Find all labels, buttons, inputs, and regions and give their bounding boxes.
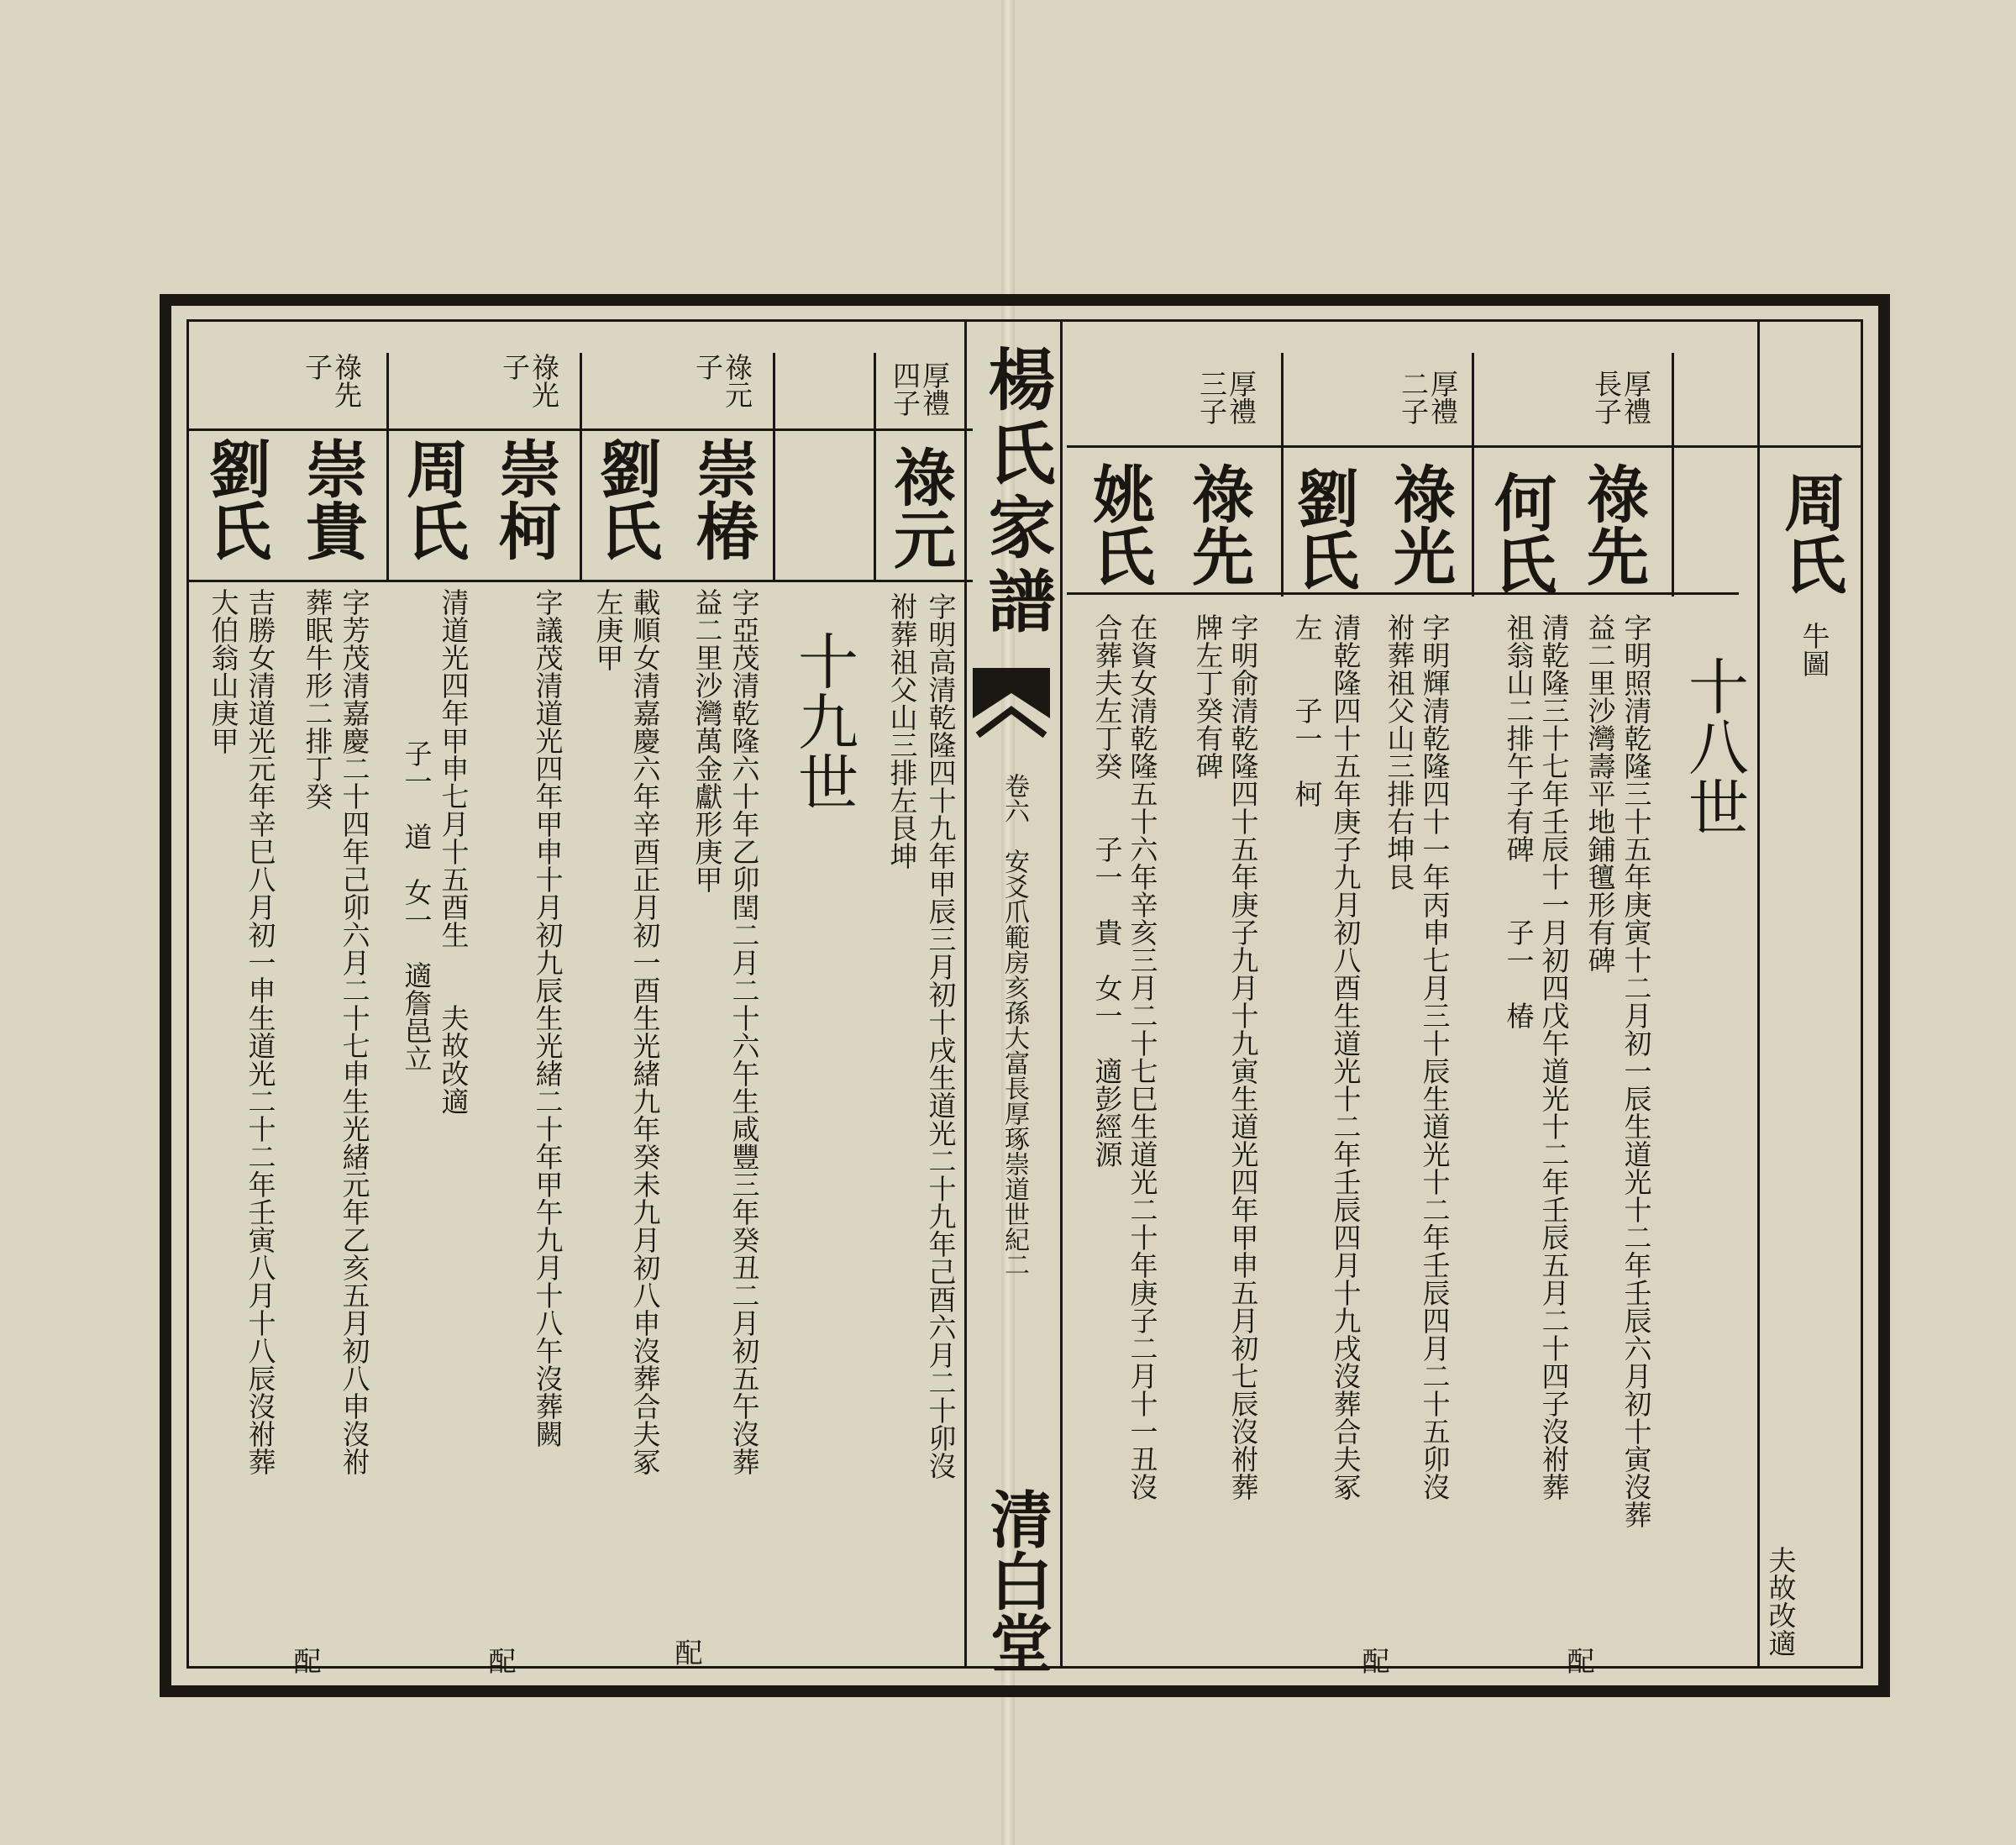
volume-text: 卷六 安爻爪範房亥孫大富長厚琢崇道世紀二: [1000, 773, 1029, 1277]
center-column-left-rule: [964, 319, 967, 1669]
line-text: 左 子一 柯: [1290, 613, 1324, 807]
entry-zhou-end: [1756, 1546, 1806, 1657]
column-divider: [580, 353, 582, 580]
entry-liu2-line1: [628, 588, 662, 1475]
gen18-text: 十八世: [1678, 655, 1749, 837]
entry-chong-ke-name: [483, 437, 567, 561]
entry-lu-guang-head: [1386, 370, 1470, 445]
line-text: 益二里沙灣壽平地鋪氊形有碑: [1583, 613, 1617, 974]
entry-lu-yuan-head: [878, 361, 962, 428]
header-rule-right: [1067, 445, 1863, 448]
line-text: 配: [675, 1637, 703, 1669]
name-text: 祿先: [1182, 462, 1254, 586]
line-text: 字亞茂清乾隆六十年乙卯閏二月二十六午生咸豐三年癸丑二月初五午沒葬: [727, 588, 761, 1475]
column-divider: [1472, 353, 1474, 597]
line-text: 牌左丁癸有碑: [1191, 613, 1225, 780]
name-text: 周氏: [1774, 470, 1846, 595]
line-text: 合葬夫左丁癸 子一 貴 女一 適彭經源: [1090, 613, 1124, 1168]
entry-zhou2-line1: [437, 588, 470, 1115]
line-text: 字明俞清乾隆四十五年庚子九月十九寅生道光四年甲申五月初七辰沒祔葬: [1226, 613, 1260, 1501]
name-text: 劉氏: [1287, 466, 1359, 591]
volume-line: [993, 773, 1035, 1277]
entry-lu-yuan-name: [878, 445, 962, 570]
fishtail-mark-icon: [973, 668, 1050, 752]
name-rule-left: [186, 580, 973, 582]
entry-zhou2-line2: [400, 739, 433, 1072]
entry-lu-guang-name: [1378, 462, 1462, 586]
column-divider: [1757, 319, 1760, 1669]
entry-lu-guang-line1: [1418, 613, 1452, 1501]
column-divider: [1672, 353, 1674, 597]
entry-chong-ke-head: [496, 353, 563, 420]
entry-liu-line1: [1329, 613, 1362, 1501]
entry-lu-xian-line2: [1583, 613, 1617, 974]
head-text: 祿光子: [498, 353, 560, 408]
line-text: 字芳茂清嘉慶二十四年己卯六月二十七申生光緒元年乙亥五月初八申沒祔: [338, 588, 371, 1475]
line-text: 大伯翁山庚甲: [207, 588, 240, 754]
line-text: 祔葬祖父山三排右坤艮: [1383, 613, 1416, 891]
column-divider: [773, 353, 775, 580]
line-text: 字明高清乾隆四十九年甲辰三月初十戌生道光二十九年己酉六月二十卯沒: [924, 592, 958, 1480]
entry-lu-yuan-line1: [924, 592, 958, 1480]
entry-lu-guang-end: [1359, 1647, 1393, 1676]
line-text: 配: [293, 1645, 322, 1678]
gen19-text: 十九世: [788, 630, 858, 812]
entry-chong-gui-line2: [301, 588, 334, 810]
entry-lu-xian-end: [1564, 1647, 1598, 1676]
entry-chong-chun-line2: [690, 588, 724, 893]
line-text: 字議茂清道光四年甲申十月初九辰生光緒二十年甲午九月十八午沒葬闕: [531, 588, 564, 1448]
entry-chong-ke-end: [486, 1647, 519, 1676]
head-text: 厚禮四子: [889, 361, 951, 417]
head-text: 祿先子: [301, 353, 363, 408]
entry-chong-ke-line1: [531, 588, 564, 1448]
entry-lu-xian3-line2: [1191, 613, 1225, 780]
entry-liu2-line2: [591, 588, 625, 671]
hall-name: [974, 1487, 1058, 1674]
name-text: 崇貴: [296, 437, 368, 561]
entry-yao-line1: [1126, 613, 1159, 1501]
line-text: 載順女清嘉慶六年辛酉正月初一酉生光緒九年癸未九月初八申沒葬合夫冢: [628, 588, 662, 1475]
entry-liu-name: [1281, 466, 1365, 591]
name-text: 劉氏: [199, 437, 271, 561]
line-text: 益二里沙灣萬金獻形庚甲: [690, 588, 724, 893]
entry-lu-xian3-name: [1176, 462, 1260, 586]
generation-19: [781, 630, 865, 812]
generation-18: [1672, 655, 1756, 837]
entry-he-name: [1478, 470, 1562, 595]
entry-yao-line2: [1090, 613, 1124, 1168]
entry-chong-gui-name: [290, 437, 374, 561]
line-text: 清乾隆四十五年庚子九月初八酉生道光十二年壬辰四月十九戌沒葬合夫冢: [1329, 613, 1362, 1501]
line-text: 祔葬祖父山三排左艮坤: [885, 592, 919, 870]
entry-zhou2-name: [391, 437, 475, 561]
head-text: 厚禮三子: [1195, 370, 1257, 425]
line-text: 配: [488, 1645, 517, 1678]
entry-he-line1: [1537, 613, 1571, 1501]
entry-lu-xian3-head: [1184, 370, 1268, 445]
name-text: 周氏: [396, 437, 469, 561]
entry-chong-chun-end: [672, 1638, 706, 1668]
entry-lu-guang-line2: [1383, 613, 1416, 891]
entry-zhou-name: [1764, 470, 1856, 595]
line-text: 清道光四年甲申七月十五酉生 夫故改適: [437, 588, 470, 1115]
line-text: 葬眠牛形二排丁癸: [301, 588, 334, 810]
title-text: 楊氏家譜: [977, 344, 1056, 640]
entry-yao-name: [1077, 462, 1161, 586]
genealogy-title: [974, 344, 1058, 640]
entry-liu2-name: [584, 437, 668, 561]
entry-lu-xian-name: [1571, 462, 1655, 586]
entry-liu3-name: [193, 437, 277, 561]
name-text: 姚氏: [1083, 462, 1155, 586]
note-text: 夫故改適: [1764, 1546, 1798, 1657]
line-text: 子一 道 女一 適詹邑立: [400, 739, 433, 1072]
center-column-right-rule: [1060, 319, 1063, 1669]
entry-lu-xian-head: [1579, 370, 1663, 445]
line-text: 在資女清乾隆五十六年辛亥三月二十七巳生道光二十年庚子二月十一丑沒: [1126, 613, 1159, 1501]
head-text: 厚禮長子: [1590, 370, 1652, 425]
name-text: 劉氏: [590, 437, 662, 561]
entry-chong-chun-name: [680, 437, 764, 561]
name-text: 崇椿: [686, 437, 759, 561]
name-text: 祿元: [884, 445, 956, 570]
entry-lu-yuan-line2: [885, 592, 919, 870]
entry-liu-line2: [1290, 613, 1324, 807]
line-text: 吉勝女清道光元年辛巳八月初一申生道光二十二年壬寅八月十八辰沒祔葬: [244, 588, 277, 1475]
entry-chong-chun-head: [689, 353, 756, 420]
line-text: 左庚甲: [591, 588, 625, 671]
line-text: 字明照清乾隆三十五年庚寅十二月初一辰生道光十二年壬辰六月初十寅沒葬: [1620, 613, 1653, 1528]
entry-lu-xian3-line1: [1226, 613, 1260, 1501]
hall-text: 清白堂: [980, 1487, 1053, 1674]
entry-chong-chun-line1: [727, 588, 761, 1475]
entry-liu3-line2: [207, 588, 240, 754]
entry-chong-gui-line1: [338, 588, 371, 1475]
entry-zhou-note: [1798, 622, 1831, 677]
name-text: 祿先: [1577, 462, 1649, 586]
head-text: 祿元子: [691, 353, 753, 408]
line-text: 配: [1567, 1645, 1595, 1678]
entry-liu3-line1: [244, 588, 277, 1475]
line-text: 清乾隆三十七年壬辰十一月初四戊午道光十二年壬辰五月二十四子沒祔葬: [1537, 613, 1571, 1501]
entry-he-line2: [1502, 613, 1536, 1029]
column-divider: [386, 353, 389, 580]
head-text: 厚禮二子: [1397, 370, 1459, 425]
entry-lu-xian-line1: [1620, 613, 1653, 1528]
line-text: 字明輝清乾隆四十一年丙申七月三十辰生道光十二年壬辰四月二十五卯沒: [1418, 613, 1452, 1501]
name-text: 祿光: [1383, 462, 1456, 586]
entry-chong-gui-head: [298, 353, 365, 420]
name-text: 崇柯: [489, 437, 561, 561]
column-divider: [874, 353, 876, 580]
entry-chong-gui-end: [291, 1647, 324, 1676]
line-text: 配: [1362, 1645, 1390, 1678]
note-text: 牛圖: [1798, 622, 1831, 677]
name-rule-right: [1067, 592, 1739, 595]
line-text: 祖翁山二排午子有碑 子一 椿: [1502, 613, 1536, 1029]
name-text: 何氏: [1484, 470, 1557, 595]
